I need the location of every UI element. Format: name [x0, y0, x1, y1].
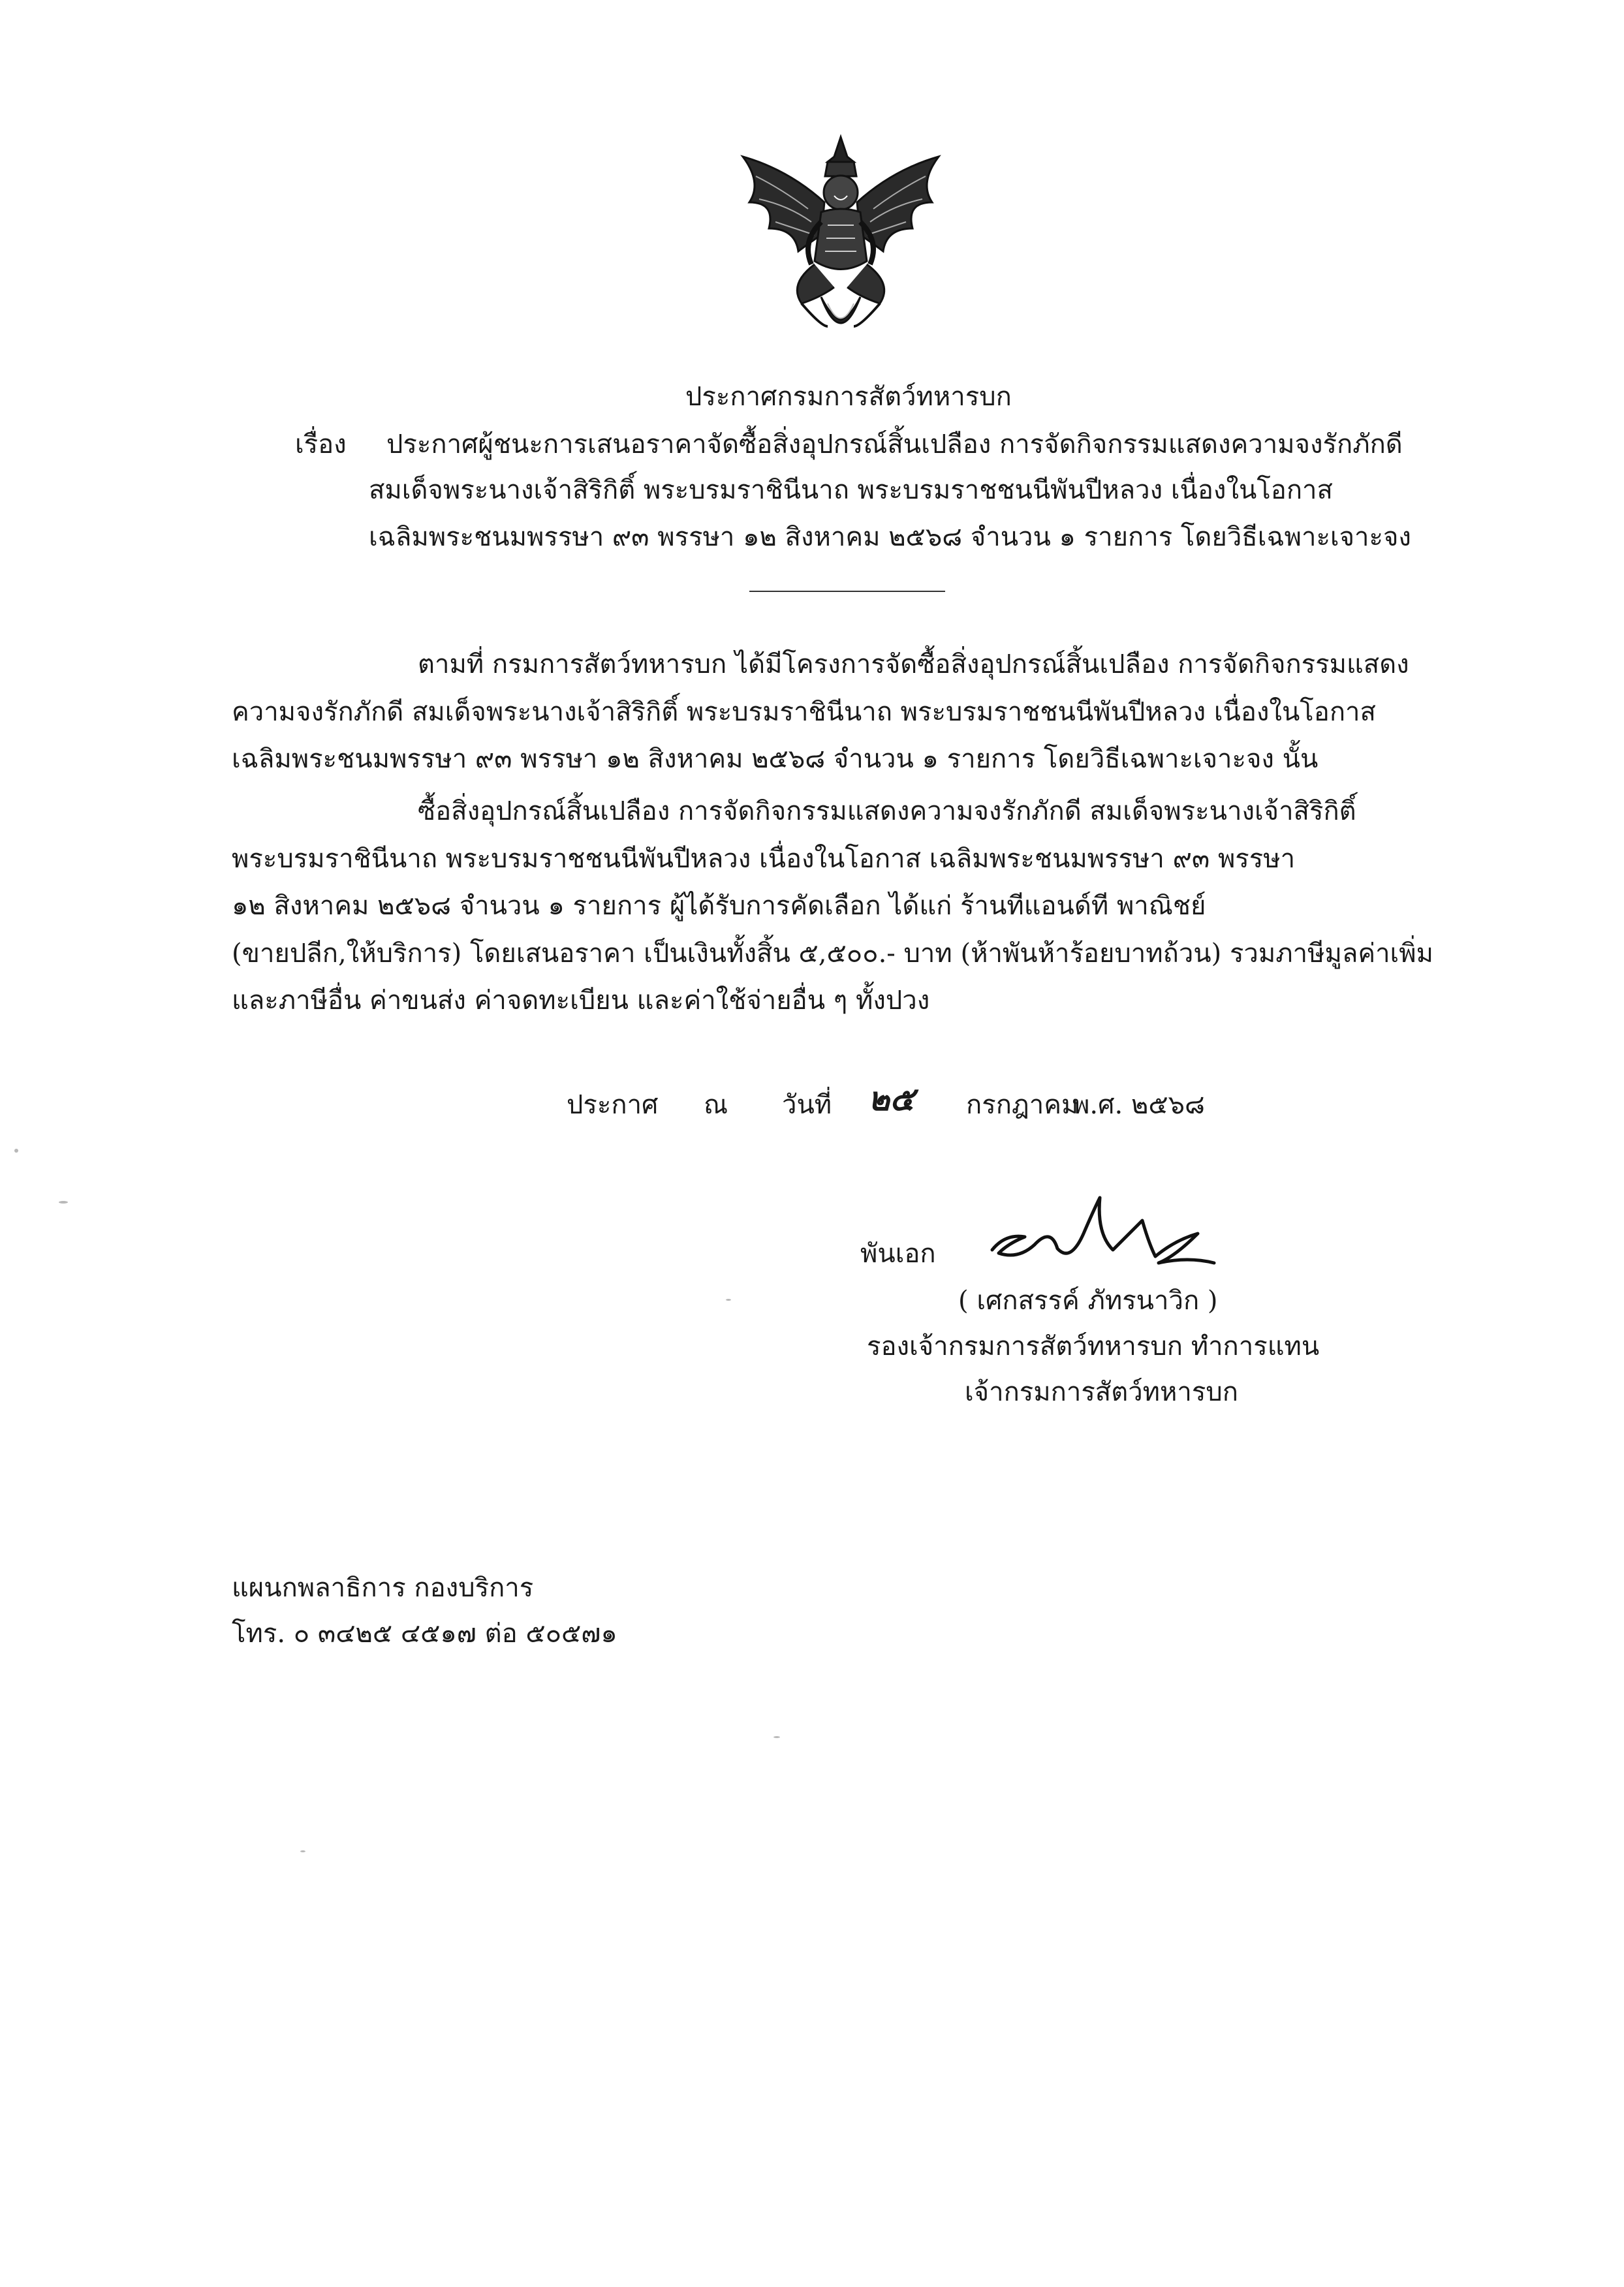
body-line-6: ๑๒ สิงหาคม ๒๕๖๘ จำนวน ๑ รายการ ผู้ได้รับการคัดเลือก ได้แก่ ร้านทีแอนด์ที พาณิชย์: [232, 891, 1206, 921]
announcement-day-label: วันที่: [782, 1090, 832, 1120]
body-line-5: พระบรมราชินีนาถ พระบรมราชชนนีพันปีหลวง เนื่องในโอกาส เฉลิมพระชนมพรรษา ๙๓ พรรษา: [232, 844, 1296, 874]
subject-line-1: ประกาศผู้ชนะการเสนอราคาจัดซื้อสิ่งอุปกรณ์สิ้นเปลือง การจัดกิจกรรมแสดงความจงรักภักดี: [386, 429, 1403, 459]
body-line-7: (ขายปลีก,ให้บริการ) โดยเสนอราคา เป็นเงินทั้งสิ้น ๕,๕๐๐.- บาท (ห้าพันห้าร้อยบาทถ้วน) รวมภาษีมูลค่าเพิ่ม: [232, 939, 1433, 969]
scan-speck: [773, 1736, 780, 1738]
header-divider: [749, 591, 945, 592]
signatory-name: ( เศกสรรค์ ภัทรนาวิก ): [958, 1286, 1218, 1316]
body-line-4: ซื้อสิ่งอุปกรณ์สิ้นเปลือง การจัดกิจกรรมแสดงความจงรักภักดี สมเด็จพระนางเจ้าสิริกิติ์: [418, 796, 1356, 826]
subject-line-2: สมเด็จพระนางเจ้าสิริกิติ์ พระบรมราชินีนาถ พระบรมราชชนนีพันปีหลวง เนื่องในโอกาส: [369, 475, 1333, 505]
subject-line-3: เฉลิมพระชนมพรรษา ๙๓ พรรษา ๑๒ สิงหาคม ๒๕๖๘ จำนวน ๑ รายการ โดยวิธีเฉพาะเจาะจง: [369, 522, 1411, 552]
announcement-era: พ.ศ.: [1072, 1090, 1123, 1120]
scan-speck: [14, 1149, 18, 1153]
body-line-3: เฉลิมพระชนมพรรษา ๙๓ พรรษา ๑๒ สิงหาคม ๒๕๖๘ จำนวน ๑ รายการ โดยวิธีเฉพาะเจาะจง นั้น: [232, 744, 1319, 774]
signatory-rank: พันเอก: [860, 1239, 936, 1269]
signatory-position-1: รองเจ้ากรมการสัตว์ทหารบก ทำการแทน: [867, 1331, 1320, 1361]
document-title: ประกาศกรมการสัตว์ทหารบก: [685, 382, 1012, 412]
signature-icon: [979, 1172, 1221, 1279]
scan-speck: [300, 1850, 305, 1852]
signatory-position-2: เจ้ากรมการสัตว์ทหารบก: [965, 1377, 1238, 1407]
announcement-day-handwritten: ๒๕: [868, 1080, 914, 1118]
garuda-emblem-icon: [730, 131, 952, 349]
announcement-label: ประกาศ: [567, 1090, 659, 1120]
announcement-at: ณ: [704, 1090, 728, 1120]
announcement-month: กรกฎาคม: [966, 1090, 1079, 1120]
announcement-year: ๒๕๖๘: [1131, 1090, 1205, 1120]
footer-phone: โทร. ๐ ๓๔๒๕ ๔๕๑๗ ต่อ ๕๐๕๗๑: [232, 1619, 617, 1649]
scan-speck: [726, 1299, 731, 1301]
body-line-8: และภาษีอื่น ค่าขนส่ง ค่าจดทะเบียน และค่าใช้จ่ายอื่น ๆ ทั้งปวง: [232, 986, 930, 1016]
scan-speck: [59, 1201, 68, 1204]
body-line-2: ความจงรักภักดี สมเด็จพระนางเจ้าสิริกิติ์ พระบรมราชินีนาถ พระบรมราชชนนีพันปีหลวง เนื่องในโอกาส: [232, 697, 1376, 727]
subject-label: เรื่อง: [295, 429, 347, 459]
footer-office: แผนกพลาธิการ กองบริการ: [232, 1573, 534, 1603]
body-line-1: ตามที่ กรมการสัตว์ทหารบก ได้มีโครงการจัดซื้อสิ่งอุปกรณ์สิ้นเปลือง การจัดกิจกรรมแสดง: [418, 649, 1409, 679]
